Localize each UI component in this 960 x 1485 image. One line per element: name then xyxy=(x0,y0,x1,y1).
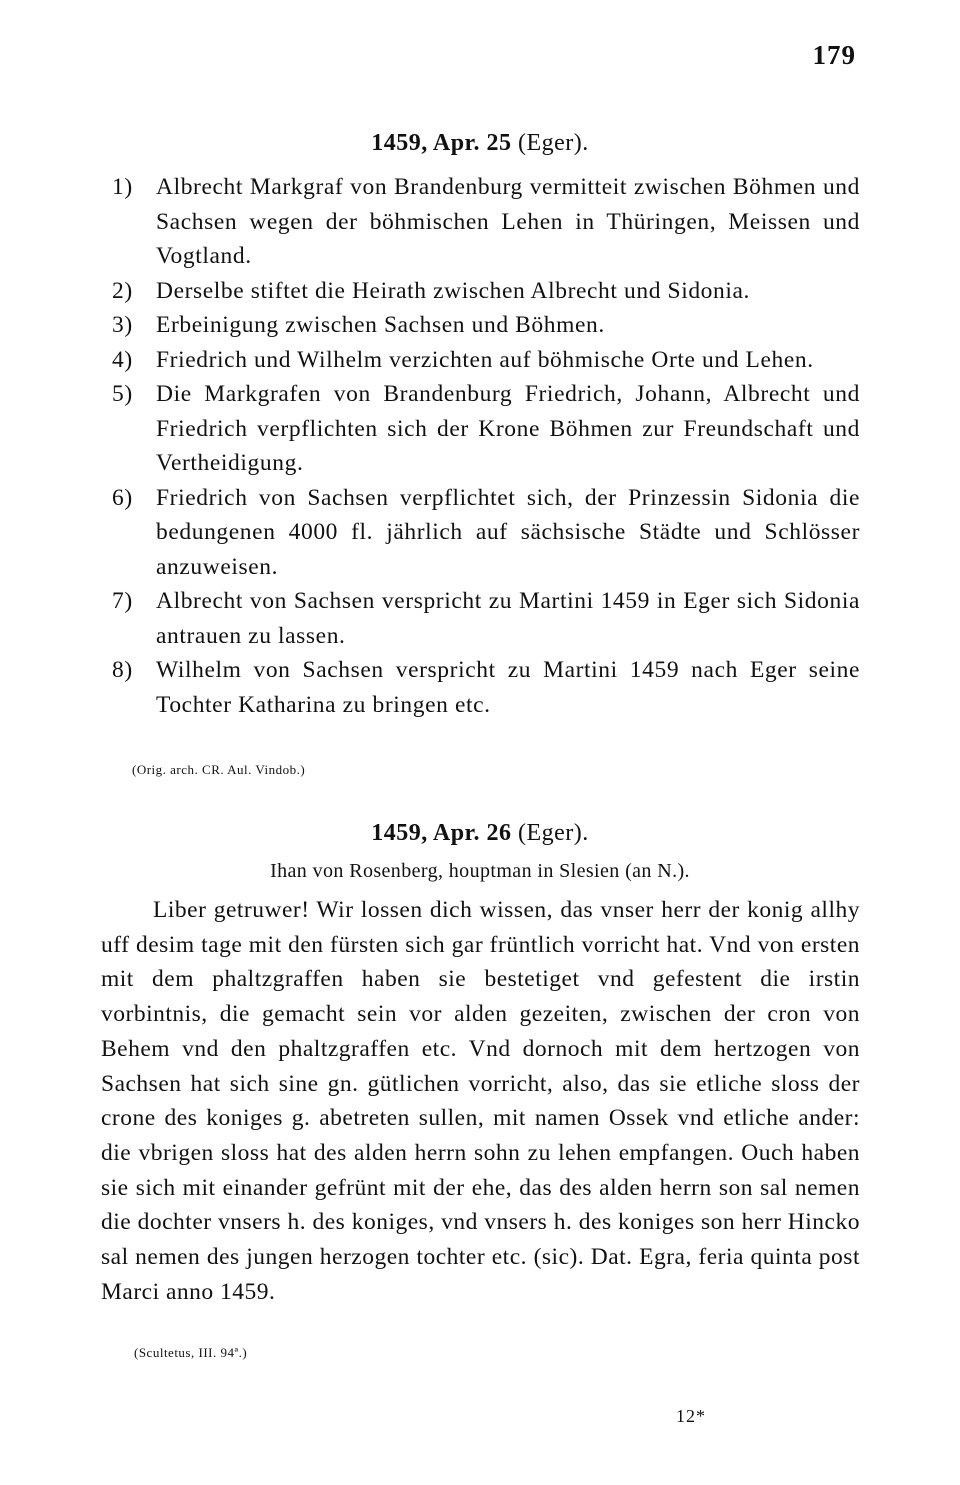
section1-items xyxy=(112,170,860,722)
item-number: 7) xyxy=(112,588,133,614)
section2-heading xyxy=(0,820,960,847)
section1-source: (Orig. arch. CR. Aul. Vindob.) xyxy=(132,762,306,777)
section2-heading-place: (Eger). xyxy=(518,820,589,846)
section2-source: (Scultetus, III. 94ª.) xyxy=(134,1345,248,1360)
list-item xyxy=(112,653,860,722)
section2-subheading: Ihan von Rosenberg, houptman in Slesien (an N.). xyxy=(270,860,690,882)
item-text: Friedrich von Sachsen verpflichtet sich, der Prinzessin Sidonia die bedungenen 4000 fl. jährlich auf sächsische Städte und Schlösser anzuweisen. xyxy=(156,484,860,580)
list-item xyxy=(112,584,860,653)
list-item xyxy=(112,343,860,378)
item-text: Albrecht von Sachsen verspricht zu Martini 1459 in Eger sich Sidonia antrauen zu lassen. xyxy=(156,588,860,649)
list-item xyxy=(112,377,860,481)
item-number: 3) xyxy=(112,312,133,338)
item-number: 2) xyxy=(112,277,133,304)
item-number: 1) xyxy=(112,174,133,200)
section1-heading-date: 1459, Apr. 25 xyxy=(371,130,512,156)
item-number: 8) xyxy=(112,657,133,683)
item-text: Friedrich und Wilhelm verzichten auf böhmische Orte und Lehen. xyxy=(156,346,814,373)
item-text: Wilhelm von Sachsen verspricht zu Martini 1459 nach Eger seine Tochter Katharina zu bringen etc. xyxy=(156,657,860,718)
item-number: 6) xyxy=(112,484,133,511)
list-item xyxy=(112,170,860,274)
letter-text: Liber getruwer! Wir lossen dich wissen, das vnser herr der konig allhy uff desim tage mit den fürsten sich gar früntlich vorricht hat. Vnd von ersten mit dem phaltzgraffen haben sie bestetiget vnd gefestent die irstin vorbintnis, die gemacht sein vor alden gezeiten, zwischen der cron von Behem vnd den phaltzgraffen etc. Vnd dornoch mit dem hertzogen von Sachsen hat sich sine gn. gütlichen vorricht, also, das sie etliche sloss der crone des koniges g. abetreten sullen, mit namen Ossek vnd etliche ander: die vbrigen sloss hat des alden herrn sohn zu lehen empfangen. Ouch haben sie sich mit einander gefrünt mit der ehe, das des alden herrn son sal nemen die dochter vnsers h. des koniges, vnd vnsers h. des koniges son herr Hincko sal nemen des jungen herzogen tochter etc. (sic). Dat. Egra, feria quinta post Marci anno 1459. xyxy=(101,897,860,1305)
section1-heading xyxy=(0,130,960,157)
item-text: Derselbe stiftet die Heirath zwischen Albrecht und Sidonia. xyxy=(156,277,751,304)
item-number: 5) xyxy=(112,381,133,407)
list-item xyxy=(112,481,860,585)
section2-heading-date: 1459, Apr. 26 xyxy=(371,820,512,846)
list-item xyxy=(112,308,860,343)
letter-body xyxy=(101,893,860,1309)
signature-mark: 12* xyxy=(676,1406,706,1426)
section1-heading-place: (Eger). xyxy=(518,130,589,156)
item-text: Die Markgrafen von Brandenburg Friedrich, Johann, Albrecht und Friedrich verpflichten sich der Krone Böhmen zur Freundschaft und Vertheidigung. xyxy=(156,381,860,476)
item-number: 4) xyxy=(112,346,133,373)
item-text: Albrecht Markgraf von Brandenburg vermitteit zwischen Böhmen und Sachsen wegen der böhmischen Lehen in Thüringen, Meissen und Vogtland. xyxy=(156,174,860,269)
page-number: 179 xyxy=(812,40,856,70)
item-text: Erbeinigung zwischen Sachsen und Böhmen. xyxy=(156,312,605,338)
list-item xyxy=(112,274,860,309)
